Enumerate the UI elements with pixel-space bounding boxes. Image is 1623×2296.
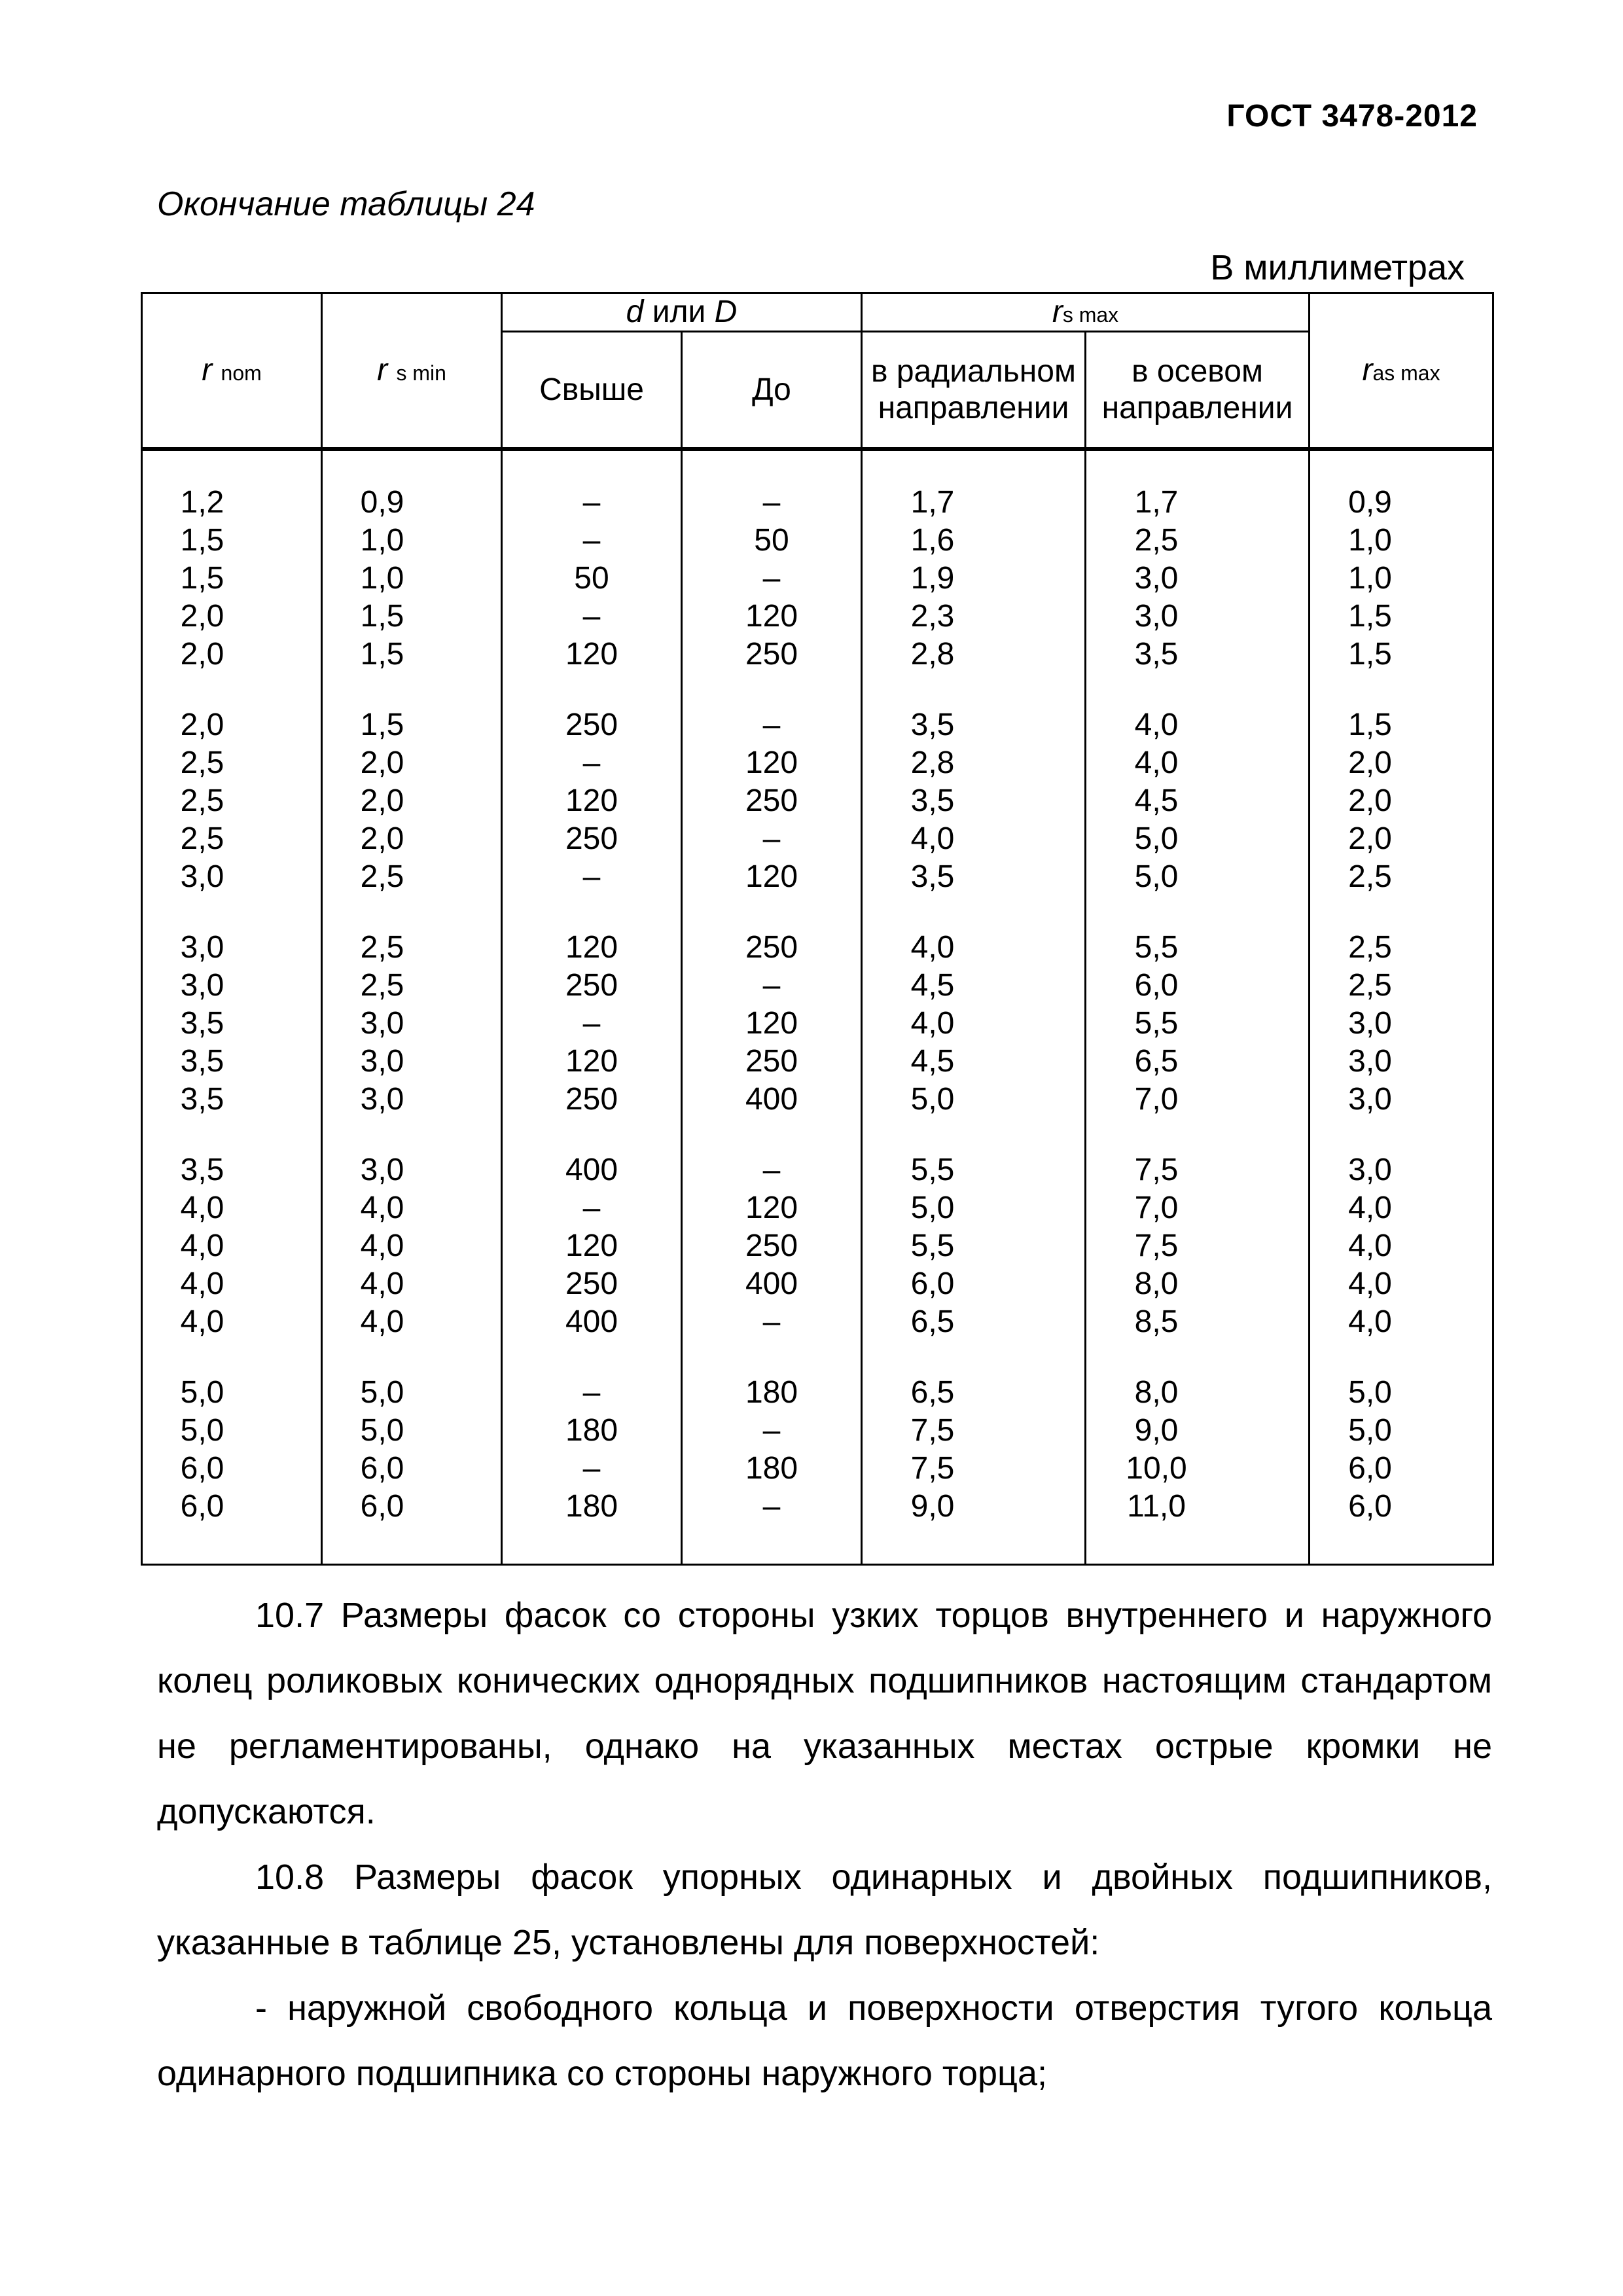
table-cell: 3,5: [142, 1081, 322, 1119]
spacer-cell: [862, 1119, 1086, 1151]
table-cell: 3,5: [862, 858, 1086, 896]
spacer-cell: [142, 1341, 322, 1374]
table-cell: 3,0: [1086, 560, 1310, 598]
table-cell: 400: [502, 1151, 682, 1189]
table-cell: –: [682, 1412, 862, 1450]
table-cell: 2,0: [142, 706, 322, 744]
table-cell: 120: [682, 598, 862, 636]
table-cell: 2,0: [322, 782, 502, 820]
spacer-cell: [142, 1119, 322, 1151]
table-cell: 180: [682, 1374, 862, 1412]
table-cell: 6,0: [1086, 967, 1310, 1005]
paragraph-text: 10.7 Размеры фасок со стороны узких торцов внутреннего и наружного колец роликовых конических однорядных подшипников настоящим стандартом не регламентированы, однако на указанных местах острые кромки не допускаются.: [157, 1596, 1492, 1831]
spacer-cell: [502, 673, 682, 706]
table-row: [142, 1412, 1493, 1450]
table-cell: –: [682, 449, 862, 522]
table-cell: –: [682, 1151, 862, 1189]
table-cell: 2,0: [142, 636, 322, 673]
table-cell: 5,0: [142, 1374, 322, 1412]
table-cell: 50: [502, 560, 682, 598]
table-cell: 3,0: [1310, 1005, 1493, 1043]
table-cell: 1,2: [142, 449, 322, 522]
table-cell: –: [682, 820, 862, 858]
table-cell: 2,8: [862, 744, 1086, 782]
table-cell: 2,5: [142, 820, 322, 858]
spacer-cell: [142, 896, 322, 929]
table-cell: 4,0: [1310, 1189, 1493, 1227]
table-cell: 5,5: [862, 1227, 1086, 1265]
table-cell: 3,5: [142, 1151, 322, 1189]
table-cell: 2,5: [142, 744, 322, 782]
header-over: Свыше: [502, 332, 682, 450]
table-cell: –: [682, 706, 862, 744]
spacer-cell: [682, 896, 862, 929]
table-cell: 5,5: [1086, 1005, 1310, 1043]
table-cell: 250: [502, 967, 682, 1005]
table-row: [142, 967, 1493, 1005]
table-row: [142, 1005, 1493, 1043]
table-cell: 1,5: [1310, 598, 1493, 636]
table-cell: 120: [682, 1189, 862, 1227]
table-cell: 8,0: [1086, 1374, 1310, 1412]
table-cell: 250: [682, 1227, 862, 1265]
table-cell: –: [682, 967, 862, 1005]
table-row: [142, 1265, 1493, 1303]
table-cell: 3,0: [1086, 598, 1310, 636]
table-row: [142, 706, 1493, 744]
table-cell: 120: [502, 1227, 682, 1265]
table-cell: 250: [502, 820, 682, 858]
table-header: [142, 293, 1493, 450]
table-cell: 4,0: [862, 820, 1086, 858]
group-spacer: [142, 896, 1493, 929]
table-cell: 5,0: [1310, 1374, 1493, 1412]
table-cell: 3,0: [322, 1005, 502, 1043]
table-row: [142, 1227, 1493, 1265]
spacer-cell: [1310, 673, 1493, 706]
table-cell: 120: [502, 929, 682, 967]
spacer-cell: [502, 896, 682, 929]
table-cell: 4,0: [1310, 1303, 1493, 1341]
table-cell: 250: [682, 636, 862, 673]
table-cell: –: [682, 1303, 862, 1341]
table-cell: 6,0: [1310, 1488, 1493, 1565]
table-cell: 4,0: [322, 1303, 502, 1341]
table-cell: 120: [682, 744, 862, 782]
group-spacer: [142, 1341, 1493, 1374]
table-row: [142, 858, 1493, 896]
group-spacer: [142, 673, 1493, 706]
table-cell: 3,0: [1310, 1151, 1493, 1189]
table-cell: 6,5: [1086, 1043, 1310, 1081]
table-cell: 2,5: [322, 929, 502, 967]
table-cell: 8,5: [1086, 1303, 1310, 1341]
spacer-cell: [322, 673, 502, 706]
spacer-cell: [1310, 896, 1493, 929]
table-cell: 3,0: [142, 967, 322, 1005]
table-cell: –: [502, 1450, 682, 1488]
table-cell: 2,5: [1310, 858, 1493, 896]
table-cell: 250: [682, 782, 862, 820]
table-cell: 1,5: [142, 522, 322, 560]
table-row: [142, 820, 1493, 858]
chamfer-table: [141, 292, 1494, 1566]
table-cell: 1,5: [322, 598, 502, 636]
table-cell: 3,0: [142, 929, 322, 967]
table-cell: 1,0: [322, 522, 502, 560]
table-row: [142, 1043, 1493, 1081]
table-caption: Окончание таблицы 24: [157, 185, 535, 223]
table-cell: 250: [682, 1043, 862, 1081]
table-cell: –: [682, 560, 862, 598]
table-cell: 4,0: [1310, 1265, 1493, 1303]
paragraph-text: - наружной свободного кольца и поверхности отверстия тугого кольца одинарного подшипника со стороны наружного торца;: [157, 1988, 1492, 2093]
table-cell: 5,5: [862, 1151, 1086, 1189]
table-cell: 3,5: [142, 1005, 322, 1043]
table-row: [142, 449, 1493, 522]
table-cell: 1,5: [142, 560, 322, 598]
table-cell: –: [502, 449, 682, 522]
table-cell: 6,0: [142, 1450, 322, 1488]
table-cell: 1,6: [862, 522, 1086, 560]
table-cell: 3,0: [1310, 1081, 1493, 1119]
table-cell: 2,5: [1310, 929, 1493, 967]
table-row: [142, 1151, 1493, 1189]
table-cell: 2,5: [322, 967, 502, 1005]
table-cell: 7,0: [1086, 1189, 1310, 1227]
table-cell: 4,0: [862, 1005, 1086, 1043]
table-cell: 1,0: [322, 560, 502, 598]
table-cell: 120: [682, 858, 862, 896]
table-cell: 3,5: [1086, 636, 1310, 673]
header-rs-max: rs max: [862, 293, 1310, 332]
table-row: [142, 636, 1493, 673]
table-cell: 4,0: [142, 1303, 322, 1341]
table-cell: 250: [502, 706, 682, 744]
table-cell: 8,0: [1086, 1265, 1310, 1303]
table-cell: 120: [502, 636, 682, 673]
spacer-cell: [1310, 1119, 1493, 1151]
table-cell: 5,0: [322, 1412, 502, 1450]
table-cell: 2,0: [142, 598, 322, 636]
table-cell: 6,0: [862, 1265, 1086, 1303]
table-row: [142, 782, 1493, 820]
table-cell: –: [502, 858, 682, 896]
header-ras-max: ras max: [1310, 293, 1493, 450]
paragraph-list-item: [157, 1975, 1492, 2106]
table-cell: 4,0: [142, 1227, 322, 1265]
table-cell: 4,0: [142, 1189, 322, 1227]
spacer-cell: [1086, 673, 1310, 706]
table-cell: 180: [502, 1488, 682, 1565]
spacer-cell: [682, 1119, 862, 1151]
paragraph-text: 10.8 Размеры фасок упорных одинарных и двойных подшипников, указанные в таблице 25, установлены для поверхностей:: [157, 1857, 1492, 1962]
table-cell: 11,0: [1086, 1488, 1310, 1565]
spacer-cell: [862, 896, 1086, 929]
table-cell: 1,9: [862, 560, 1086, 598]
table-cell: 4,0: [1086, 744, 1310, 782]
table-cell: 5,0: [862, 1081, 1086, 1119]
table-cell: 5,0: [1310, 1412, 1493, 1450]
spacer-cell: [142, 673, 322, 706]
table-cell: 2,5: [142, 782, 322, 820]
header-radial: в радиальном направлении: [862, 332, 1086, 450]
table-cell: 250: [502, 1265, 682, 1303]
spacer-cell: [862, 1341, 1086, 1374]
table-cell: 7,5: [862, 1450, 1086, 1488]
table-row: [142, 522, 1493, 560]
table-row: [142, 598, 1493, 636]
table-cell: 50: [682, 522, 862, 560]
table-cell: 250: [682, 929, 862, 967]
table-cell: –: [502, 1005, 682, 1043]
table-cell: 0,9: [322, 449, 502, 522]
spacer-cell: [1086, 896, 1310, 929]
table-cell: 4,5: [1086, 782, 1310, 820]
table-row: [142, 744, 1493, 782]
header-d-or-D: d или D: [502, 293, 862, 332]
table-row: [142, 1303, 1493, 1341]
table-cell: –: [502, 522, 682, 560]
table-cell: 3,0: [142, 858, 322, 896]
table-cell: 6,0: [1310, 1450, 1493, 1488]
table-cell: 6,0: [142, 1488, 322, 1565]
table-cell: 5,0: [1086, 820, 1310, 858]
table-cell: 2,0: [1310, 744, 1493, 782]
table-cell: 7,0: [1086, 1081, 1310, 1119]
table-row: [142, 1450, 1493, 1488]
table-cell: 5,0: [322, 1374, 502, 1412]
table-cell: 7,5: [862, 1412, 1086, 1450]
table-cell: 0,9: [1310, 449, 1493, 522]
table-cell: 9,0: [1086, 1412, 1310, 1450]
table-cell: 3,0: [322, 1081, 502, 1119]
table-cell: 6,5: [862, 1374, 1086, 1412]
table-cell: 180: [502, 1412, 682, 1450]
table-row: [142, 1081, 1493, 1119]
table-cell: 5,0: [142, 1412, 322, 1450]
table-cell: 1,7: [862, 449, 1086, 522]
table-cell: 2,3: [862, 598, 1086, 636]
table-cell: 3,0: [322, 1043, 502, 1081]
table-cell: 3,5: [862, 706, 1086, 744]
table-cell: 400: [502, 1303, 682, 1341]
table-cell: 3,5: [142, 1043, 322, 1081]
spacer-cell: [682, 673, 862, 706]
table-cell: 9,0: [862, 1488, 1086, 1565]
table-cell: 2,5: [1086, 522, 1310, 560]
table-cell: 400: [682, 1265, 862, 1303]
spacer-cell: [322, 1119, 502, 1151]
spacer-cell: [862, 673, 1086, 706]
table-cell: 4,0: [322, 1227, 502, 1265]
table-cell: 2,0: [1310, 782, 1493, 820]
units-label: В миллиметрах: [1210, 248, 1465, 287]
table-cell: 2,0: [322, 744, 502, 782]
table-cell: –: [502, 744, 682, 782]
table-cell: 1,7: [1086, 449, 1310, 522]
table-row: [142, 1189, 1493, 1227]
header-upto: До: [682, 332, 862, 450]
paragraph-10-8: [157, 1844, 1492, 1975]
table-cell: 2,0: [322, 820, 502, 858]
table-cell: 3,0: [1310, 1043, 1493, 1081]
table-cell: 400: [682, 1081, 862, 1119]
table-cell: –: [682, 1488, 862, 1565]
table-cell: 1,5: [1310, 706, 1493, 744]
spacer-cell: [1086, 1119, 1310, 1151]
table-cell: 4,5: [862, 967, 1086, 1005]
table-cell: 4,0: [322, 1265, 502, 1303]
spacer-cell: [1310, 1341, 1493, 1374]
table-cell: 4,0: [142, 1265, 322, 1303]
table-cell: 2,8: [862, 636, 1086, 673]
table-cell: 1,5: [322, 706, 502, 744]
table-cell: 4,0: [1310, 1227, 1493, 1265]
header-axial: в осевом направлении: [1086, 332, 1310, 450]
table-cell: 2,0: [1310, 820, 1493, 858]
table-cell: –: [502, 1374, 682, 1412]
table-cell: 180: [682, 1450, 862, 1488]
table-cell: 6,0: [322, 1488, 502, 1565]
table-cell: 1,0: [1310, 522, 1493, 560]
table-cell: 3,5: [862, 782, 1086, 820]
table-cell: 2,5: [1310, 967, 1493, 1005]
table-cell: 10,0: [1086, 1450, 1310, 1488]
table-cell: 5,0: [1086, 858, 1310, 896]
table-cell: 1,5: [322, 636, 502, 673]
table-cell: 4,0: [1086, 706, 1310, 744]
table-cell: 4,0: [862, 929, 1086, 967]
paragraph-10-7: [157, 1583, 1492, 1844]
table-cell: 6,0: [322, 1450, 502, 1488]
table-cell: 5,0: [862, 1189, 1086, 1227]
table-row: [142, 1374, 1493, 1412]
spacer-cell: [502, 1341, 682, 1374]
table-cell: 250: [502, 1081, 682, 1119]
table-cell: 1,0: [1310, 560, 1493, 598]
table-cell: 120: [682, 1005, 862, 1043]
spacer-cell: [502, 1119, 682, 1151]
table-row: [142, 1488, 1493, 1565]
table-row: [142, 560, 1493, 598]
group-spacer: [142, 1119, 1493, 1151]
spacer-cell: [1086, 1341, 1310, 1374]
table-row: [142, 929, 1493, 967]
header-r-s-min: r s min: [322, 293, 502, 450]
spacer-cell: [322, 1341, 502, 1374]
table-cell: 7,5: [1086, 1151, 1310, 1189]
table-cell: –: [502, 598, 682, 636]
table-body: [142, 449, 1493, 1565]
table-cell: 120: [502, 1043, 682, 1081]
table-cell: 3,0: [322, 1151, 502, 1189]
table-cell: 2,5: [322, 858, 502, 896]
spacer-cell: [682, 1341, 862, 1374]
table-cell: 1,5: [1310, 636, 1493, 673]
table-cell: 5,5: [1086, 929, 1310, 967]
document-id: ГОСТ 3478-2012: [1226, 99, 1478, 134]
table-cell: 4,0: [322, 1189, 502, 1227]
table-cell: –: [502, 1189, 682, 1227]
header-r-nom: r nom: [142, 293, 322, 450]
table-cell: 6,5: [862, 1303, 1086, 1341]
table-cell: 7,5: [1086, 1227, 1310, 1265]
table-cell: 120: [502, 782, 682, 820]
table-cell: 4,5: [862, 1043, 1086, 1081]
spacer-cell: [322, 896, 502, 929]
